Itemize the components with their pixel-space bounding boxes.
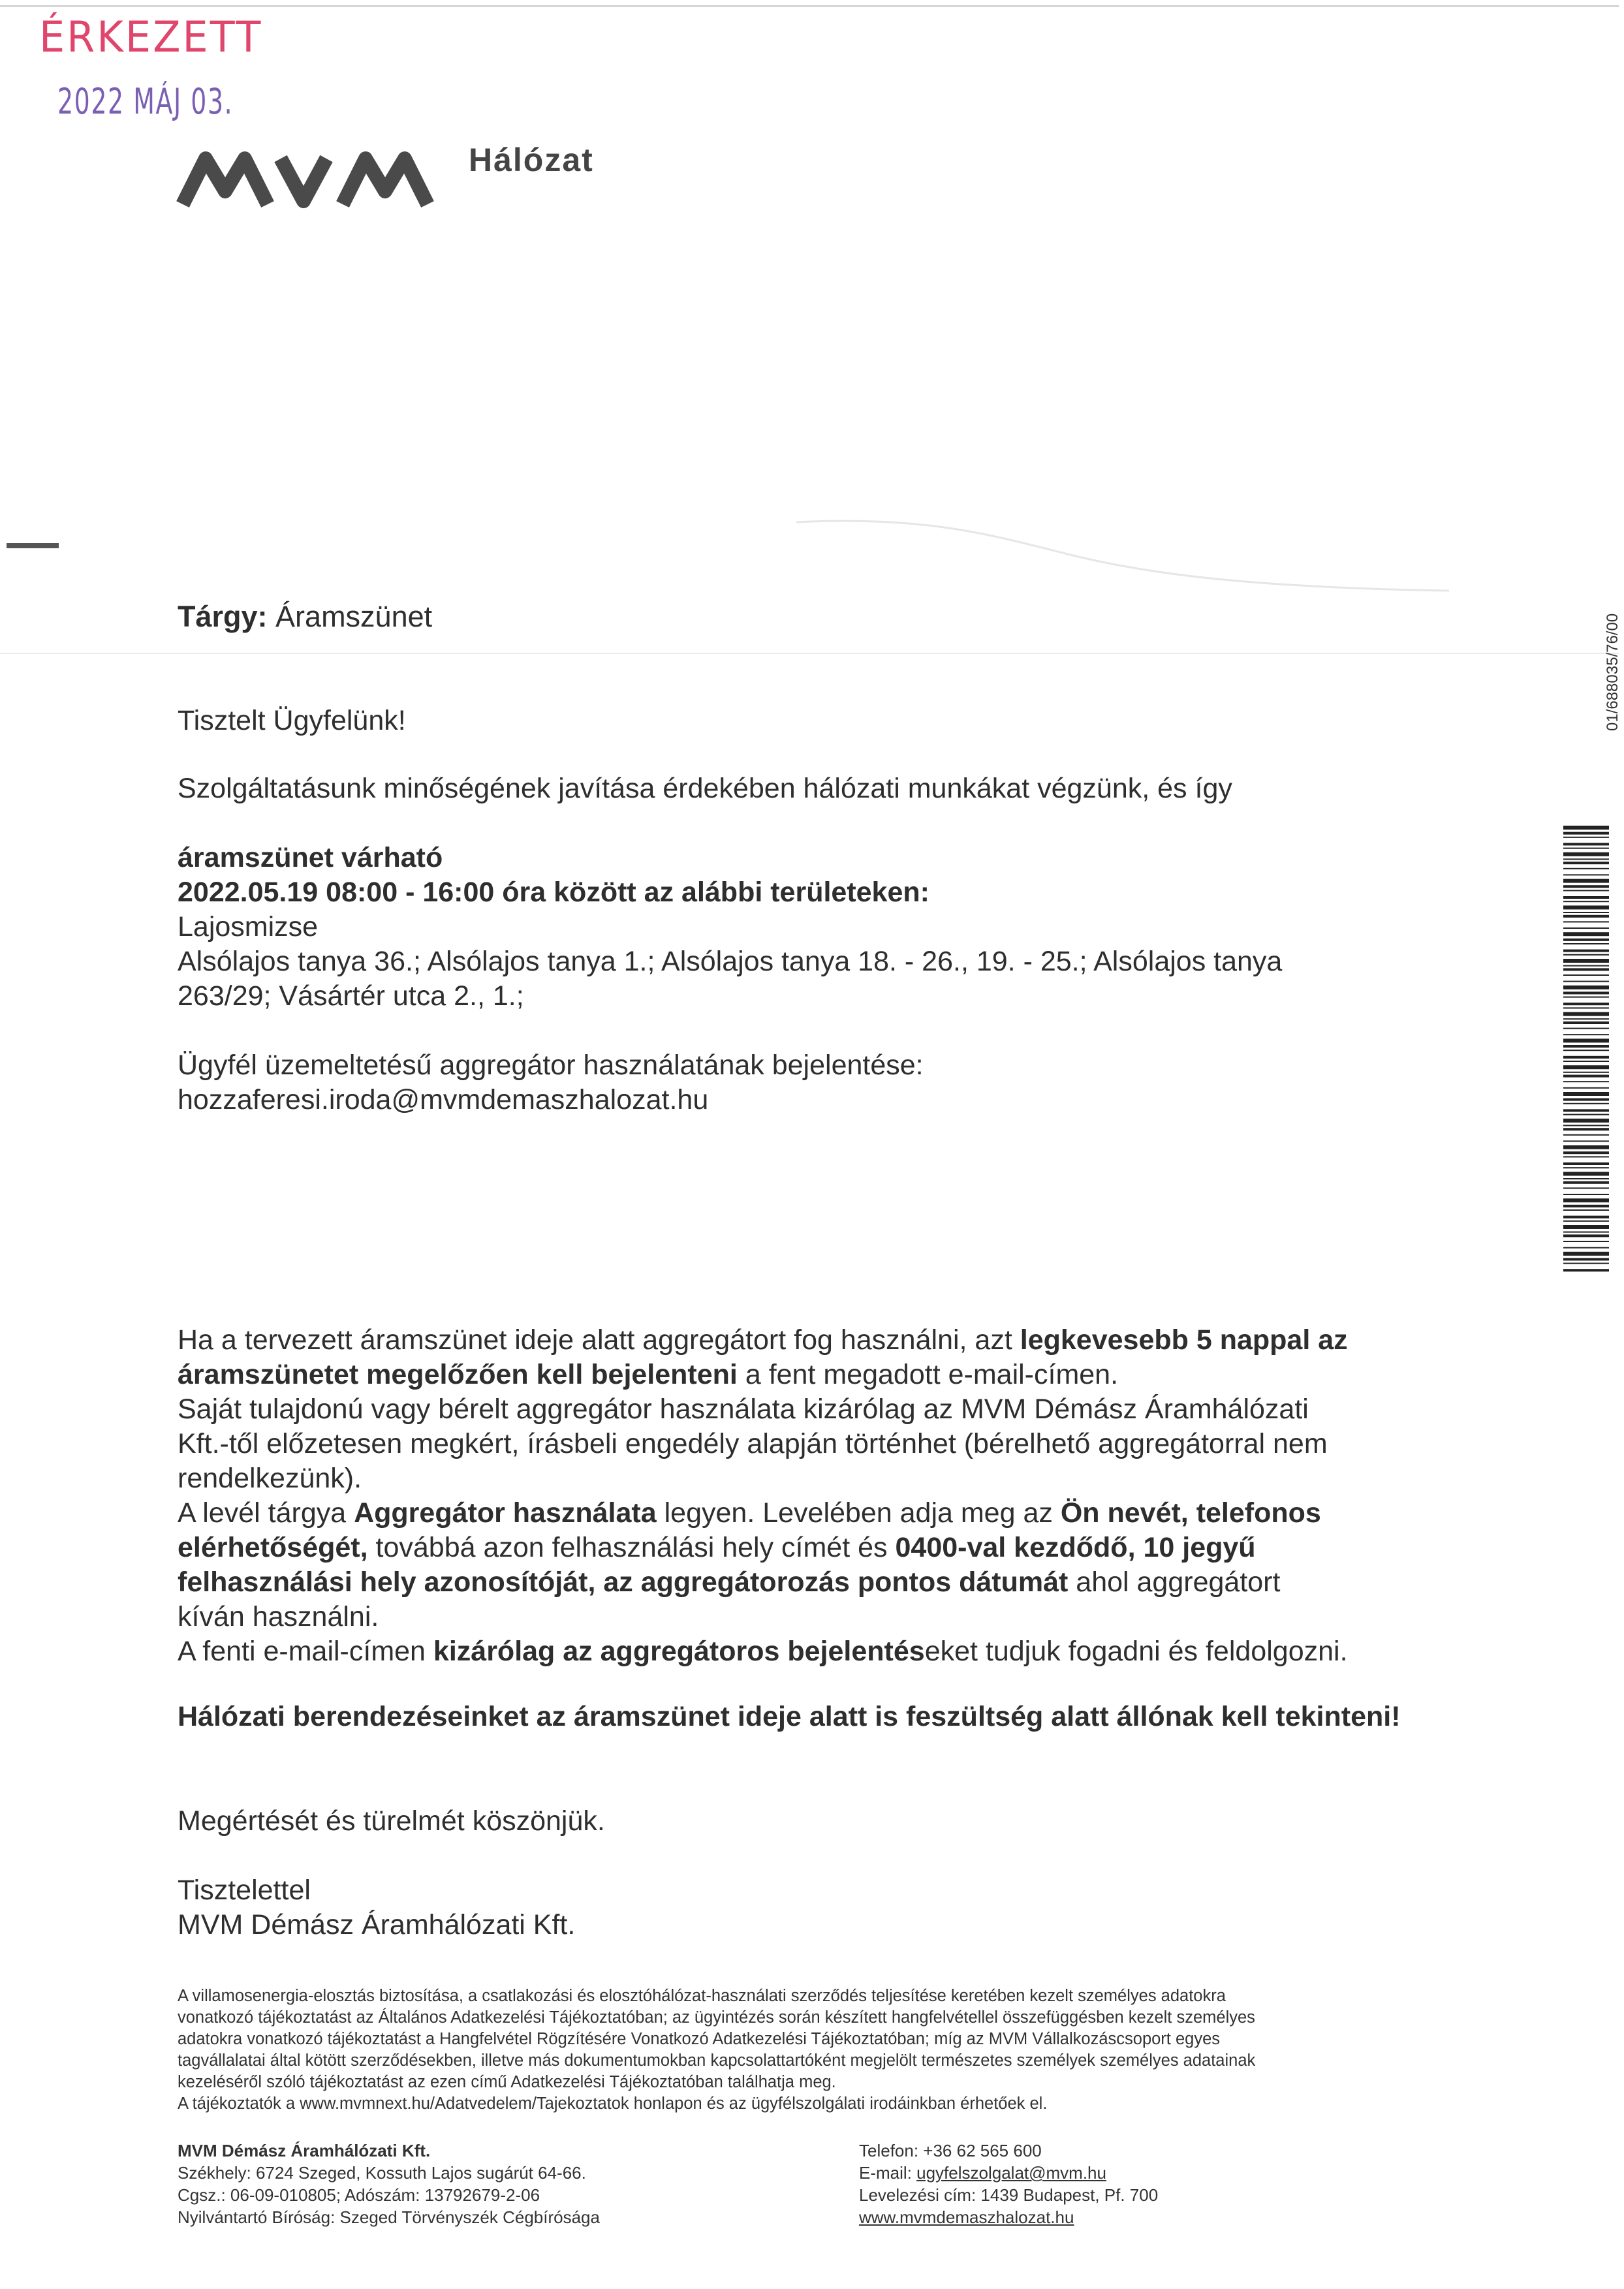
barcode-bar bbox=[1563, 1038, 1609, 1042]
fold-mark bbox=[7, 543, 59, 548]
text-run-bold: kizárólag az aggregátoros bejelentés bbox=[433, 1636, 925, 1667]
barcode-bar bbox=[1563, 1194, 1609, 1195]
barcode-bar bbox=[1563, 843, 1609, 845]
barcode-bar bbox=[1563, 1156, 1609, 1157]
greeting: Tisztelt Ügyfelünk! bbox=[178, 705, 406, 736]
footer-postal: Levelezési cím: 1439 Budapest, Pf. 700 bbox=[859, 2185, 1159, 2205]
barcode-bar bbox=[1563, 1012, 1609, 1016]
barcode-bar bbox=[1563, 1258, 1609, 1260]
barcode-bar bbox=[1563, 1056, 1609, 1059]
text-run-bold: felhasználási hely azonosítóját, az aggregátorozás pontos dátumát bbox=[178, 1566, 1069, 1598]
barcode-bar bbox=[1563, 921, 1609, 922]
barcode-bar bbox=[1563, 1119, 1609, 1123]
outage-address-line: Alsólajos tanya 36.; Alsólajos tanya 1.; Alsólajos tanya 18. - 26., 19. - 25.; Alsólajos tanya bbox=[178, 946, 1283, 977]
footer-phone: Telefon: +36 62 565 600 bbox=[859, 2141, 1042, 2160]
text-line: Saját tulajdonú vagy bérelt aggregátor használata kizárólag az MVM Démász Áramhálózati bbox=[178, 1394, 1309, 1425]
barcode-bar bbox=[1563, 1021, 1609, 1024]
barcode-bar bbox=[1563, 965, 1609, 967]
barcode-bar bbox=[1563, 1109, 1609, 1112]
barcode-bar bbox=[1563, 997, 1609, 998]
barcode-bar bbox=[1563, 1151, 1609, 1154]
barcode-bar bbox=[1563, 1007, 1609, 1008]
paper-crease bbox=[796, 516, 1449, 594]
barcode-bar bbox=[1563, 1209, 1609, 1211]
barcode-bar bbox=[1563, 879, 1609, 883]
document-code bbox=[1598, 587, 1624, 731]
barcode-bar bbox=[1563, 868, 1609, 869]
text-run: legyen. Levelében adja meg az bbox=[656, 1497, 1061, 1529]
barcode-bar bbox=[1563, 1241, 1609, 1242]
barcode-bar bbox=[1563, 991, 1609, 994]
barcode-bar bbox=[1563, 1003, 1609, 1005]
footer-court: Nyilvántartó Bíróság: Szeged Törvényszék Cégbírósága bbox=[178, 2207, 600, 2227]
barcode-bar bbox=[1563, 852, 1609, 856]
text-run-bold: Aggregátor használata bbox=[354, 1497, 657, 1529]
closing-block bbox=[178, 1873, 575, 1942]
barcode-bar bbox=[1563, 905, 1609, 909]
text-run: A levél tárgya bbox=[178, 1497, 354, 1529]
barcode-bar bbox=[1563, 1221, 1609, 1222]
barcode-bar bbox=[1563, 981, 1609, 982]
outage-block bbox=[178, 841, 1282, 1014]
barcode-bar bbox=[1563, 1234, 1609, 1237]
text-run: A fenti e-mail-címen bbox=[178, 1636, 433, 1667]
scan-fold-line bbox=[0, 653, 1619, 654]
safety-warning: Hálózati berendezéseinket az áramszünet ideje alatt is feszültség alatt állónak kell tekinteni! bbox=[178, 1701, 1401, 1732]
barcode-bar bbox=[1563, 1134, 1609, 1136]
fineprint-line: A tájékoztatók a www.mvmnext.hu/Adatvedelem/Tajekoztatok honlapon és az ügyfélszolgálati irodáinkban érhetőek el. bbox=[178, 2094, 1048, 2113]
barcode-bar bbox=[1563, 1050, 1609, 1051]
barcode-bar bbox=[1563, 1198, 1609, 1202]
text-line: Kft.-től előzetesen megkért, írásbeli engedély alapján történhet (bérelhető aggregátorral nem bbox=[178, 1428, 1328, 1459]
closing-thanks: Megértését és türelmét köszönjük. bbox=[178, 1805, 605, 1837]
barcode-bar bbox=[1563, 932, 1609, 936]
barcode-bar bbox=[1563, 901, 1609, 902]
text-run-bold: áramszünetet megelőzően kell bejelenteni bbox=[178, 1359, 738, 1390]
barcode-bar bbox=[1563, 927, 1609, 929]
barcode-bar bbox=[1563, 874, 1609, 875]
footer-email-line bbox=[859, 2162, 1158, 2184]
text-run: Ha a tervezett áramszünet ideje alatt aggregátort fog használni, azt bbox=[178, 1324, 1020, 1356]
barcode-bar bbox=[1563, 1216, 1609, 1219]
barcode-bar bbox=[1563, 1187, 1609, 1189]
received-stamp: ÉRKEZETT bbox=[39, 12, 263, 62]
fineprint-line: vonatkozó tájékoztatást az Általános Adatkezelési Tájékoztatóban; az ügyintézés során készített hangfelvétellel összefüggésben kezelt személyes bbox=[178, 2008, 1255, 2027]
barcode-bar bbox=[1563, 974, 1609, 976]
barcode-bar bbox=[1563, 1081, 1609, 1082]
text-run: a fent megadott e-mail-címen. bbox=[737, 1359, 1119, 1390]
barcode-bar bbox=[1563, 943, 1609, 944]
fineprint-line: A villamosenergia-elosztás biztosítása, a csatlakozási és elosztóhálózat-használati szerződés teljesítése keretében kezelt személyes adatokra bbox=[178, 1987, 1226, 2005]
closing-regards: Tisztelettel bbox=[178, 1875, 311, 1906]
footer-website-link[interactable]: www.mvmdemaszhalozat.hu bbox=[859, 2207, 1074, 2227]
barcode-bar bbox=[1563, 1075, 1609, 1078]
barcode-bar bbox=[1563, 1061, 1609, 1062]
barcode-bar bbox=[1563, 1092, 1609, 1096]
privacy-notice bbox=[178, 1985, 1431, 2115]
outage-datetime: 2022.05.19 08:00 - 16:00 óra között az alábbi területeken: bbox=[178, 877, 929, 908]
barcode-bar bbox=[1563, 968, 1609, 971]
text-run: továbbá azon felhasználási hely címét és bbox=[367, 1532, 896, 1563]
barcode-bar bbox=[1563, 848, 1609, 849]
footer-company-name: MVM Démász Áramhálózati Kft. bbox=[178, 2141, 431, 2160]
text-run-bold: legkevesebb 5 nappal az bbox=[1020, 1324, 1348, 1356]
footer-email-label: E-mail: bbox=[859, 2163, 917, 2183]
barcode-bar bbox=[1563, 837, 1609, 838]
barcode-bar bbox=[1563, 890, 1609, 891]
barcode-bar bbox=[1563, 1145, 1609, 1149]
barcode-bar bbox=[1563, 950, 1609, 952]
barcode-bar bbox=[1563, 1225, 1609, 1229]
mvm-logo bbox=[176, 149, 437, 208]
barcode-bar bbox=[1563, 915, 1609, 918]
barcode-bar bbox=[1563, 1045, 1609, 1048]
barcode-bar bbox=[1563, 1252, 1609, 1256]
barcode-bar bbox=[1563, 858, 1609, 860]
barcode-bar bbox=[1563, 986, 1609, 989]
barcode-bar bbox=[1563, 954, 1609, 956]
barcode-bar bbox=[1563, 1125, 1609, 1126]
barcode-bar bbox=[1563, 826, 1609, 830]
outage-heading: áramszünet várható bbox=[178, 842, 443, 873]
barcode-bar bbox=[1563, 1065, 1609, 1069]
intro-text: Szolgáltatásunk minőségének javítása érdekében hálózati munkákat végzünk, és így bbox=[178, 773, 1232, 804]
footer-seat: Székhely: 6724 Szeged, Kossuth Lajos sugárút 64-66. bbox=[178, 2163, 586, 2183]
footer-company-info bbox=[178, 2140, 600, 2228]
barcode-bar bbox=[1563, 1178, 1609, 1179]
text-line: kíván használni. bbox=[178, 1601, 379, 1632]
received-stamp-date: 2022 MÁJ 03. bbox=[57, 81, 234, 122]
barcode-bar bbox=[1563, 862, 1609, 864]
footer-registration: Cgsz.: 06-09-010805; Adószám: 13792679-2-06 bbox=[178, 2185, 540, 2205]
subject-line bbox=[178, 599, 432, 634]
barcode-bar bbox=[1563, 1162, 1609, 1165]
logo-subtitle: Hálózat bbox=[469, 142, 594, 178]
text-run-bold: 0400-val kezdődő, 10 jegyű bbox=[895, 1532, 1256, 1563]
barcode-bar bbox=[1563, 1140, 1609, 1142]
barcode-bar bbox=[1563, 1098, 1609, 1101]
barcode-bar bbox=[1563, 1263, 1609, 1264]
svg-text:01/688035/76/00: 01/688035/76/00 bbox=[1604, 613, 1621, 731]
barcode-bar bbox=[1563, 1205, 1609, 1207]
outage-address-line: 263/29; Vásártér utca 2., 1.; bbox=[178, 980, 524, 1012]
barcode-bar bbox=[1563, 959, 1609, 963]
barcode-bar bbox=[1563, 1232, 1609, 1233]
text-run: ahol aggregátort bbox=[1068, 1566, 1281, 1598]
text-run: eket tudjuk fogadni és feldolgozni. bbox=[924, 1636, 1348, 1667]
barcode-bar bbox=[1563, 1103, 1609, 1104]
barcode-bar bbox=[1563, 1181, 1609, 1184]
notice-label: Ügyfél üzemeltetésű aggregátor használatának bejelentése: bbox=[178, 1050, 924, 1081]
outage-city: Lajosmizse bbox=[178, 911, 319, 942]
scan-edge-line bbox=[0, 5, 1619, 7]
barcode-bar bbox=[1563, 1028, 1609, 1029]
barcode-bar bbox=[1563, 896, 1609, 899]
barcode-bar bbox=[1563, 832, 1609, 835]
subject-value: Áramszünet bbox=[275, 600, 433, 633]
barcode-bar bbox=[1563, 1018, 1609, 1020]
footer-email-link[interactable]: ugyfelszolgalat@mvm.hu bbox=[916, 2163, 1106, 2183]
barcode-bar bbox=[1563, 912, 1609, 913]
barcode bbox=[1563, 826, 1609, 1269]
barcode-bar bbox=[1563, 1034, 1609, 1035]
barcode-bar bbox=[1563, 1087, 1609, 1089]
barcode-bar bbox=[1563, 1114, 1609, 1115]
barcode-bar bbox=[1563, 1172, 1609, 1176]
barcode-bar bbox=[1563, 939, 1609, 941]
notice-email[interactable]: hozzaferesi.iroda@mvmdemaszhalozat.hu bbox=[178, 1084, 709, 1115]
fineprint-line: kezeléséről szóló tájékoztatást az ezen című Adatkezelési Tájékoztatóban találhatja meg. bbox=[178, 2073, 836, 2091]
barcode-bar bbox=[1563, 1247, 1609, 1249]
barcode-bar bbox=[1563, 1167, 1609, 1168]
aggregator-paragraph bbox=[178, 1323, 1483, 1669]
footer-contact-info bbox=[859, 2140, 1158, 2228]
barcode-bar bbox=[1563, 1072, 1609, 1073]
notice-block bbox=[178, 1048, 924, 1117]
closing-company: MVM Démász Áramhálózati Kft. bbox=[178, 1909, 576, 1940]
barcode-bar bbox=[1563, 1128, 1609, 1130]
fineprint-line: tagvállalatai által kötött szerződésekben, illetve más dokumentumokban kapcsolattartóként megjelölt természetes személyek személyes adatainak bbox=[178, 2051, 1256, 2070]
fineprint-line: adatokra vonatkozó tájékoztatást a Hangfelvétel Rögzítésére Vonatkozó Adatkezelési Tájékoztatóban; míg az MVM Vállalkozáscsoport egyes bbox=[178, 2030, 1221, 2048]
subject-label: Tárgy: bbox=[178, 600, 268, 633]
barcode-bar bbox=[1563, 1269, 1609, 1271]
text-line: rendelkezünk). bbox=[178, 1463, 362, 1494]
barcode-bar bbox=[1563, 885, 1609, 888]
text-run-bold: Ön nevét, telefonos bbox=[1060, 1497, 1321, 1529]
text-run-bold: elérhetőségét, bbox=[178, 1532, 368, 1563]
